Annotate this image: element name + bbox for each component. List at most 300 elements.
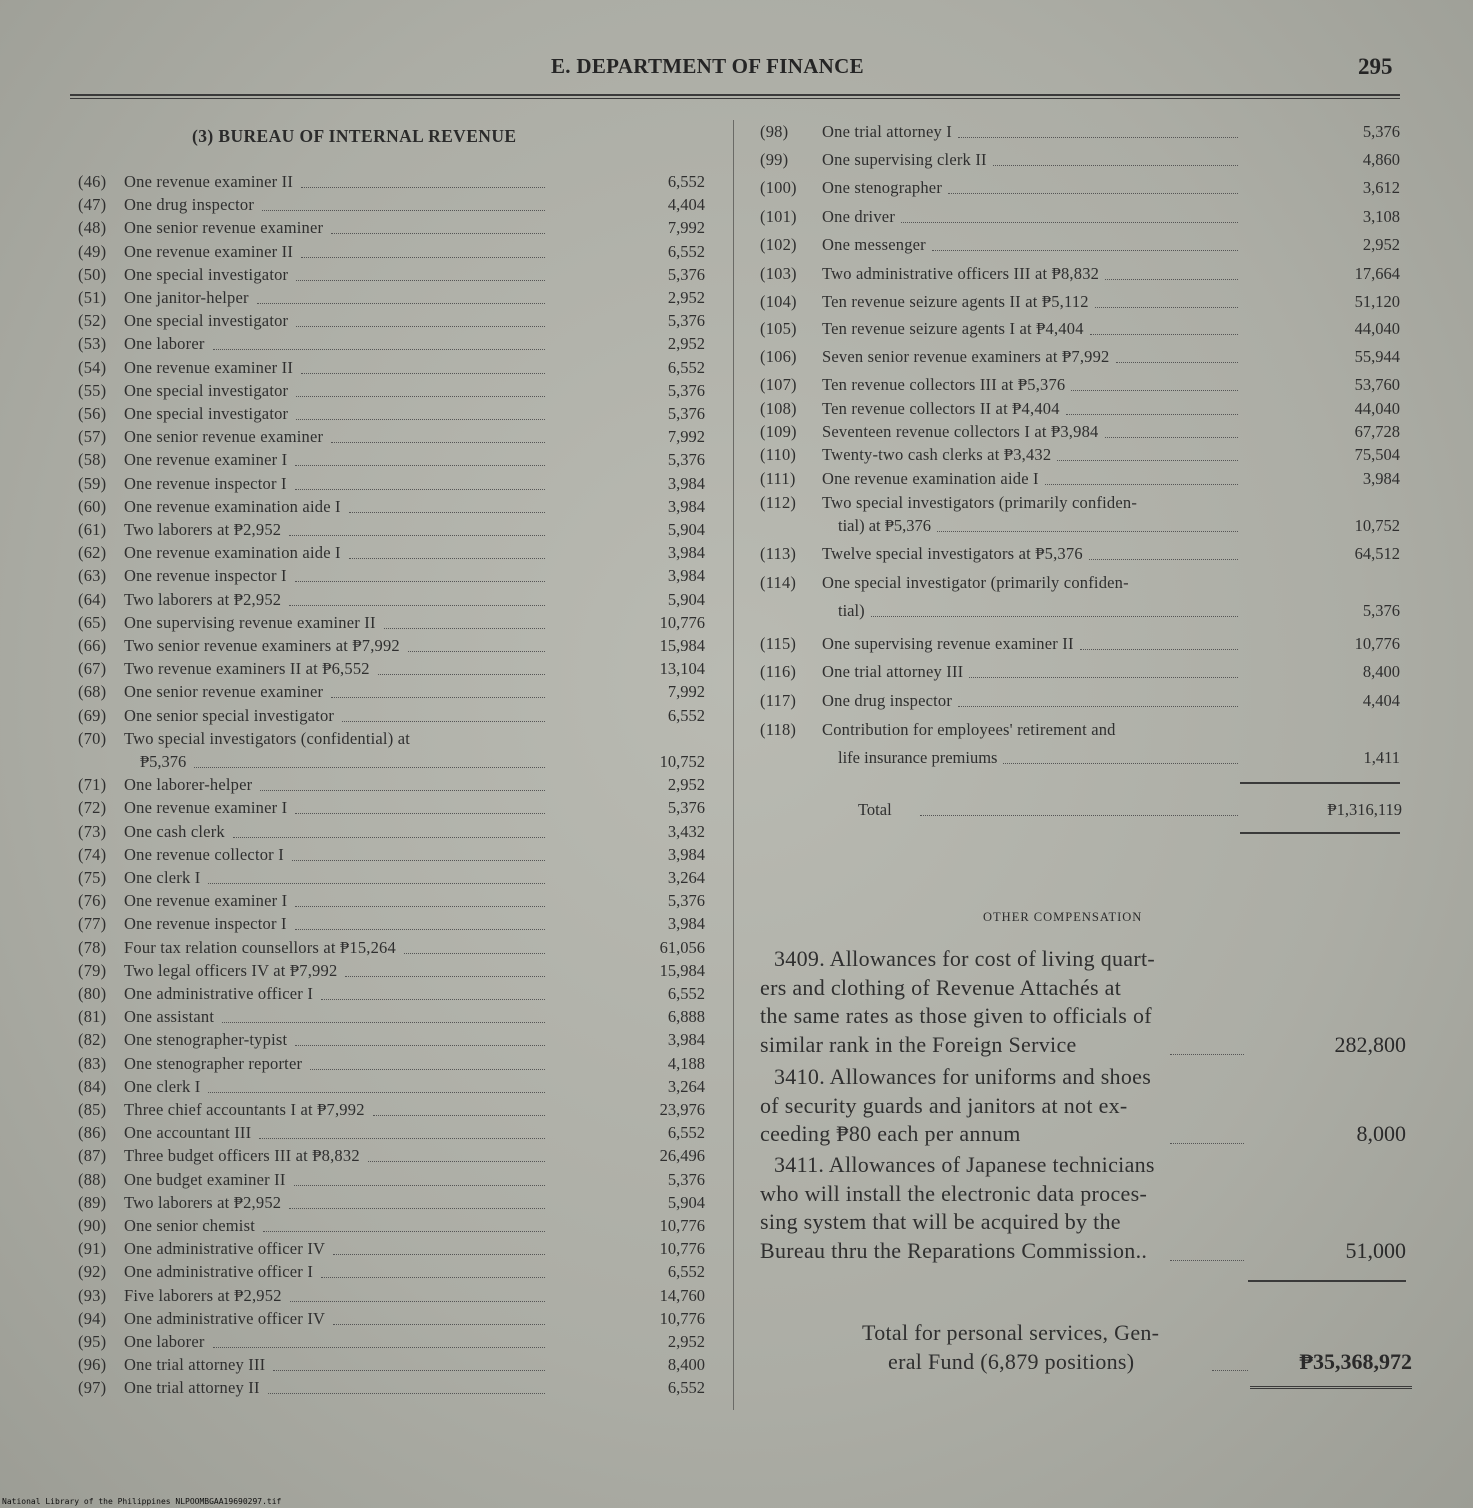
dot-leader [257, 303, 545, 304]
item-number: (105) [760, 319, 797, 338]
item-amount: 3,984 [1362, 469, 1400, 488]
dot-leader [263, 1231, 545, 1232]
item-description: One senior special investigator [124, 705, 335, 725]
dot-leader [296, 280, 545, 281]
item-description: One janitor-helper [124, 288, 249, 307]
dot-leader [1105, 279, 1238, 280]
item-number: (104) [760, 292, 797, 311]
item-number: (46) [78, 172, 107, 191]
line-item [760, 207, 895, 227]
dot-leader [1089, 559, 1238, 560]
item-amount: 5,376 [667, 404, 705, 423]
item-amount: 53,760 [1354, 375, 1400, 394]
dot-leader [194, 767, 545, 768]
item-continuation: tial) [838, 601, 865, 620]
line-item [760, 422, 1099, 442]
item-description: One revenue examination aide I [124, 496, 341, 516]
item-number: (95) [78, 1332, 107, 1351]
item-description: One special investigator [124, 264, 289, 284]
dot-leader [1066, 414, 1238, 415]
item-amount: 5,376 [667, 450, 705, 470]
line-item [760, 178, 942, 198]
item-description: One administrative officer I [124, 984, 314, 1003]
dot-leader [349, 558, 545, 559]
item-description: One supervising revenue examiner II [822, 634, 1074, 653]
item-description: Two revenue examiners II at ₱6,552 [124, 659, 370, 679]
allowance-text-line: 3410. Allowances for uniforms and shoes [774, 1064, 1152, 1089]
line-item [78, 1216, 548, 1236]
item-amount: 14,760 [659, 1285, 705, 1305]
line-item [78, 1077, 548, 1097]
line-item [760, 691, 952, 711]
line-item [78, 1100, 548, 1120]
item-number: (72) [78, 798, 107, 818]
item-amount: 26,496 [659, 1146, 705, 1166]
item-description: One driver [822, 207, 896, 226]
line-item [78, 1007, 548, 1027]
dot-leader [331, 233, 545, 234]
item-description: One administrative officer IV [124, 1308, 326, 1328]
line-item [78, 1123, 548, 1143]
dot-leader [331, 442, 545, 443]
dot-leader [1170, 1260, 1244, 1261]
line-item [78, 288, 548, 308]
allowance-text-line: ceeding ₱80 each per annum [760, 1121, 1021, 1146]
dot-leader [349, 512, 545, 513]
dot-leader [321, 999, 545, 1000]
item-number: (94) [78, 1308, 107, 1328]
line-item [78, 381, 548, 401]
item-number: (96) [78, 1355, 107, 1375]
item-number: (78) [78, 937, 107, 957]
line-item [78, 636, 548, 656]
item-description: One cash clerk [124, 821, 225, 841]
dot-leader [262, 210, 545, 211]
line-item [760, 399, 1060, 419]
page-header-title: E. DEPARTMENT OF FINANCE [551, 54, 864, 78]
dot-leader [296, 326, 545, 327]
grand-total-amount: ₱35,368,972 [1299, 1349, 1412, 1374]
item-description: One senior chemist [124, 1216, 255, 1235]
dot-leader [1095, 307, 1238, 308]
item-number: (99) [760, 150, 789, 169]
dot-leader [342, 721, 545, 722]
grand-total-line2: eral Fund (6,879 positions) [888, 1349, 1135, 1374]
item-description: One senior revenue examiner [124, 218, 324, 238]
item-description: One clerk I [124, 1076, 201, 1096]
item-amount: 6,552 [667, 241, 705, 261]
line-item [760, 235, 926, 255]
item-amount: 7,992 [667, 682, 705, 702]
item-number: (92) [78, 1262, 107, 1282]
item-description: Two special investigators (primarily confiden- [822, 493, 1138, 512]
line-item [78, 358, 548, 378]
item-amount: 2,952 [667, 288, 705, 307]
item-description: Ten revenue seizure agents I at ₱4,404 [822, 319, 1084, 338]
line-item [78, 566, 548, 586]
item-number: (84) [78, 1076, 107, 1096]
dot-leader [1170, 1143, 1244, 1144]
allowance-amount: 8,000 [1356, 1121, 1406, 1146]
item-number: (57) [78, 427, 107, 447]
item-description: One drug inspector [822, 691, 953, 710]
item-amount: 2,952 [667, 775, 705, 795]
item-number: (110) [760, 445, 797, 464]
dot-leader [1057, 460, 1238, 461]
item-amount: 10,776 [659, 1308, 705, 1328]
item-amount: 3,984 [667, 543, 705, 563]
item-amount: 4,404 [667, 195, 705, 215]
line-item [760, 493, 1137, 513]
dot-leader [292, 860, 545, 861]
item-amount: 6,552 [667, 172, 705, 191]
item-description: One special investigator [124, 311, 289, 331]
item-description: One stenographer [822, 178, 943, 197]
item-description: Ten revenue collectors III at ₱5,376 [822, 375, 1066, 394]
allowance-text-line: who will install the electronic data proces- [760, 1180, 1148, 1206]
item-amount: 4,188 [667, 1053, 705, 1073]
line-item [760, 445, 1051, 465]
line-item [760, 292, 1089, 312]
dot-leader [296, 419, 545, 420]
line-item [760, 720, 1116, 740]
item-amount: 5,376 [667, 264, 705, 284]
total-label: Total [858, 800, 892, 819]
dot-leader [958, 706, 1238, 707]
item-number: (80) [78, 984, 107, 1003]
allowance-text-line: the same rates as those given to officials of [760, 1003, 1152, 1028]
item-amount: 5,376 [667, 891, 705, 911]
item-amount: 5,376 [1362, 122, 1400, 141]
item-amount: 3,984 [667, 566, 705, 586]
item-amount: 1,411 [1363, 748, 1400, 767]
item-description: One senior revenue examiner [124, 427, 324, 447]
item-description: Two special investigators (confidential) at [124, 728, 411, 748]
item-description: One trial attorney III [822, 662, 964, 681]
item-number: (107) [760, 375, 797, 394]
item-number: (58) [78, 450, 107, 470]
item-number: (62) [78, 543, 107, 563]
line-item [760, 662, 963, 682]
dot-leader [296, 396, 545, 397]
line-item [760, 319, 1084, 339]
item-description: One revenue examiner II [124, 241, 294, 261]
dot-leader [290, 1301, 545, 1302]
item-number: (51) [78, 288, 107, 307]
item-description: One revenue examiner I [124, 891, 288, 911]
total-rule-bottom [1240, 832, 1400, 834]
item-number: (108) [760, 399, 797, 418]
item-amount: 5,376 [667, 1169, 705, 1189]
dot-leader [295, 813, 545, 814]
item-number: (90) [78, 1216, 107, 1235]
item-number: (109) [760, 422, 797, 441]
other-comp-rule [1248, 1280, 1406, 1282]
item-description: One laborer-helper [124, 775, 253, 795]
dot-leader [404, 953, 545, 954]
item-continuation: ₱5,376 [140, 752, 187, 771]
line-item [78, 1378, 548, 1398]
line-item [760, 375, 1065, 395]
item-number: (74) [78, 844, 107, 864]
item-number: (79) [78, 960, 107, 980]
dot-leader [295, 465, 545, 466]
item-description: One trial attorney II [124, 1378, 260, 1398]
item-amount: 6,552 [667, 1123, 705, 1143]
item-amount: 10,752 [659, 752, 705, 771]
dot-leader [301, 187, 545, 188]
dot-leader [1105, 437, 1239, 438]
item-amount: 2,952 [667, 334, 705, 354]
line-item [760, 634, 1074, 654]
allowance-text-line: ers and clothing of Revenue Attachés at [760, 974, 1122, 1000]
item-amount: 10,776 [1354, 634, 1400, 653]
item-number: (86) [78, 1123, 107, 1143]
item-amount: 3,264 [667, 1076, 705, 1096]
dot-leader [993, 165, 1238, 166]
item-description: One stenographer reporter [124, 1053, 303, 1073]
item-amount: 5,376 [667, 380, 705, 400]
line-item [78, 1054, 548, 1074]
item-amount: 23,976 [659, 1100, 705, 1119]
item-number: (75) [78, 868, 107, 887]
dot-leader [378, 674, 545, 675]
dot-leader [295, 489, 545, 490]
dot-leader [301, 373, 545, 374]
item-description: One administrative officer IV [124, 1239, 326, 1259]
line-item [78, 265, 548, 285]
line-item [760, 469, 1039, 489]
item-number: (69) [78, 705, 107, 725]
allowance-text-line: sing system that will be acquired by the [760, 1209, 1121, 1234]
item-amount: 6,552 [667, 705, 705, 725]
line-item [78, 845, 548, 865]
item-number: (103) [760, 264, 797, 283]
line-item [78, 172, 548, 192]
item-amount: 7,992 [667, 218, 705, 238]
item-amount: 55,944 [1354, 347, 1400, 366]
item-amount: 44,040 [1354, 319, 1400, 338]
item-description: One special investigator [124, 404, 289, 423]
line-item [760, 573, 1129, 593]
dot-leader [937, 531, 1238, 532]
item-description: One laborer [124, 1332, 205, 1351]
line-item [78, 706, 548, 726]
allowance-text-line: Bureau thru the Reparations Commission.. [760, 1237, 1148, 1263]
item-number: (52) [78, 311, 107, 331]
line-item [78, 613, 548, 633]
line-item [78, 822, 548, 842]
item-number: (88) [78, 1169, 107, 1189]
item-number: (49) [78, 241, 107, 261]
item-number: (98) [760, 122, 789, 141]
item-description: One accountant III [124, 1123, 252, 1143]
allowance-text-line: 3411. Allowances of Japanese technicians [774, 1152, 1155, 1177]
item-amount: 6,888 [667, 1007, 705, 1027]
item-number: (113) [760, 544, 797, 563]
dot-leader [932, 250, 1238, 251]
dot-leader [213, 349, 545, 350]
item-number: (66) [78, 636, 107, 655]
dot-leader [208, 1092, 545, 1093]
item-number: (71) [78, 775, 107, 795]
page-number: 295 [1358, 54, 1393, 79]
item-number: (97) [78, 1378, 107, 1398]
item-description: One revenue inspector I [124, 566, 287, 586]
dot-leader [260, 790, 545, 791]
dot-leader [368, 1161, 545, 1162]
line-item [78, 218, 548, 238]
item-amount: 4,404 [1362, 691, 1400, 710]
item-amount: 10,776 [659, 1239, 705, 1259]
item-amount: 10,752 [1354, 516, 1400, 535]
line-item [78, 543, 548, 563]
dot-leader [969, 677, 1238, 678]
dot-leader [331, 697, 545, 698]
item-number: (101) [760, 207, 797, 226]
dot-leader [294, 1185, 545, 1186]
item-description: One revenue inspector I [124, 473, 287, 493]
line-item [78, 1030, 548, 1050]
item-description: One revenue examiner I [124, 798, 288, 818]
item-number: (91) [78, 1239, 107, 1259]
other-compensation-heading: OTHER COMPENSATION [983, 910, 1143, 924]
dot-leader [333, 1254, 545, 1255]
line-item [78, 984, 548, 1004]
item-amount: 7,992 [667, 427, 705, 447]
item-description: Three budget officers III at ₱8,832 [124, 1146, 360, 1166]
item-description: One revenue examiner II [124, 357, 294, 377]
dot-leader [295, 1045, 545, 1046]
item-amount: 15,984 [659, 960, 705, 980]
line-item [78, 450, 548, 470]
dot-leader [871, 616, 1238, 617]
line-item [78, 682, 548, 702]
item-description: One revenue collector I [124, 844, 284, 864]
item-description: Seven senior revenue examiners at ₱7,992 [822, 347, 1110, 366]
dot-leader [213, 1347, 545, 1348]
item-description: One senior revenue examiner [124, 682, 324, 702]
item-amount: 10,776 [659, 1216, 705, 1235]
dot-leader [259, 1138, 545, 1139]
item-description: Two laborers at ₱2,952 [124, 1192, 282, 1212]
line-item [78, 427, 548, 447]
line-item [78, 1309, 548, 1329]
item-description: One revenue examination aide I [124, 543, 341, 563]
item-number: (82) [78, 1030, 107, 1050]
line-item [78, 1286, 548, 1306]
line-item [78, 1193, 548, 1213]
item-number: (87) [78, 1146, 107, 1166]
line-item [78, 1332, 548, 1352]
total-rule-top [1240, 782, 1400, 784]
archive-footer: National Library of the Philippines NLPOOMBGAA19690297.tif [2, 1497, 282, 1506]
dot-leader [289, 535, 545, 536]
line-item [78, 242, 548, 262]
dot-leader [289, 605, 545, 606]
dot-leader [222, 1022, 545, 1023]
item-description: One revenue examiner I [124, 450, 288, 470]
item-description: One stenographer-typist [124, 1030, 288, 1050]
item-description: Five laborers at ₱2,952 [124, 1285, 282, 1305]
line-item [78, 914, 548, 934]
line-item [78, 334, 548, 354]
dot-leader [1170, 1054, 1244, 1055]
item-amount: 51,120 [1354, 292, 1400, 311]
item-description: One supervising clerk II [822, 150, 987, 169]
item-number: (116) [760, 662, 797, 681]
item-description: Three chief accountants I at ₱7,992 [124, 1100, 365, 1119]
item-number: (53) [78, 334, 107, 354]
dot-leader [301, 257, 545, 258]
item-number: (73) [78, 821, 107, 841]
item-amount: 3,984 [667, 473, 705, 493]
grand-total-line1: Total for personal services, Gen- [862, 1320, 1160, 1345]
dot-leader [1071, 390, 1238, 391]
item-description: One budget examiner II [124, 1169, 286, 1189]
line-item [78, 1262, 548, 1282]
item-description: One drug inspector [124, 195, 255, 215]
line-item [78, 1239, 548, 1259]
line-item [78, 659, 548, 679]
item-number: (102) [760, 235, 797, 254]
item-continuation: life insurance premiums [838, 748, 998, 767]
line-item [78, 938, 548, 958]
line-item [78, 404, 548, 424]
item-number: (61) [78, 520, 107, 539]
allowance-amount: 282,800 [1334, 1031, 1406, 1057]
dot-leader [233, 837, 545, 838]
item-description: Two legal officers IV at ₱7,992 [124, 960, 338, 980]
item-description: One trial attorney I [822, 122, 952, 141]
allowance-text-line: 3409. Allowances for cost of living quart- [774, 946, 1156, 971]
item-amount: 64,512 [1354, 544, 1400, 563]
item-number: (81) [78, 1007, 107, 1027]
item-description: One clerk I [124, 868, 201, 887]
dot-leader [1116, 362, 1238, 363]
item-amount: 10,776 [659, 612, 705, 632]
line-item [78, 497, 548, 517]
item-description: Twelve special investigators at ₱5,376 [822, 544, 1083, 563]
item-description: Two administrative officers III at ₱8,832 [822, 264, 1100, 283]
item-number: (56) [78, 404, 107, 423]
item-amount: 5,904 [667, 1192, 705, 1212]
section-title: (3) BUREAU OF INTERNAL REVENUE [192, 126, 517, 146]
item-description: One revenue inspector I [124, 914, 287, 934]
line-item [78, 729, 548, 749]
item-amount: 75,504 [1354, 445, 1400, 464]
line-item [78, 798, 548, 818]
item-number: (60) [78, 496, 107, 516]
item-amount: 6,552 [667, 1262, 705, 1282]
item-number: (65) [78, 612, 107, 632]
item-amount: 2,952 [667, 1332, 705, 1351]
item-number: (68) [78, 682, 107, 702]
total-leader [920, 815, 1238, 816]
line-item [78, 474, 548, 494]
dot-leader [295, 929, 545, 930]
item-number: (76) [78, 891, 107, 911]
item-number: (83) [78, 1053, 107, 1073]
dot-leader [408, 651, 545, 652]
dot-leader [273, 1370, 545, 1371]
allowance-amount: 51,000 [1345, 1237, 1406, 1263]
dot-leader [958, 137, 1238, 138]
dot-leader [384, 628, 545, 629]
item-number: (55) [78, 380, 107, 400]
line-item [78, 1170, 548, 1190]
item-number: (54) [78, 357, 107, 377]
